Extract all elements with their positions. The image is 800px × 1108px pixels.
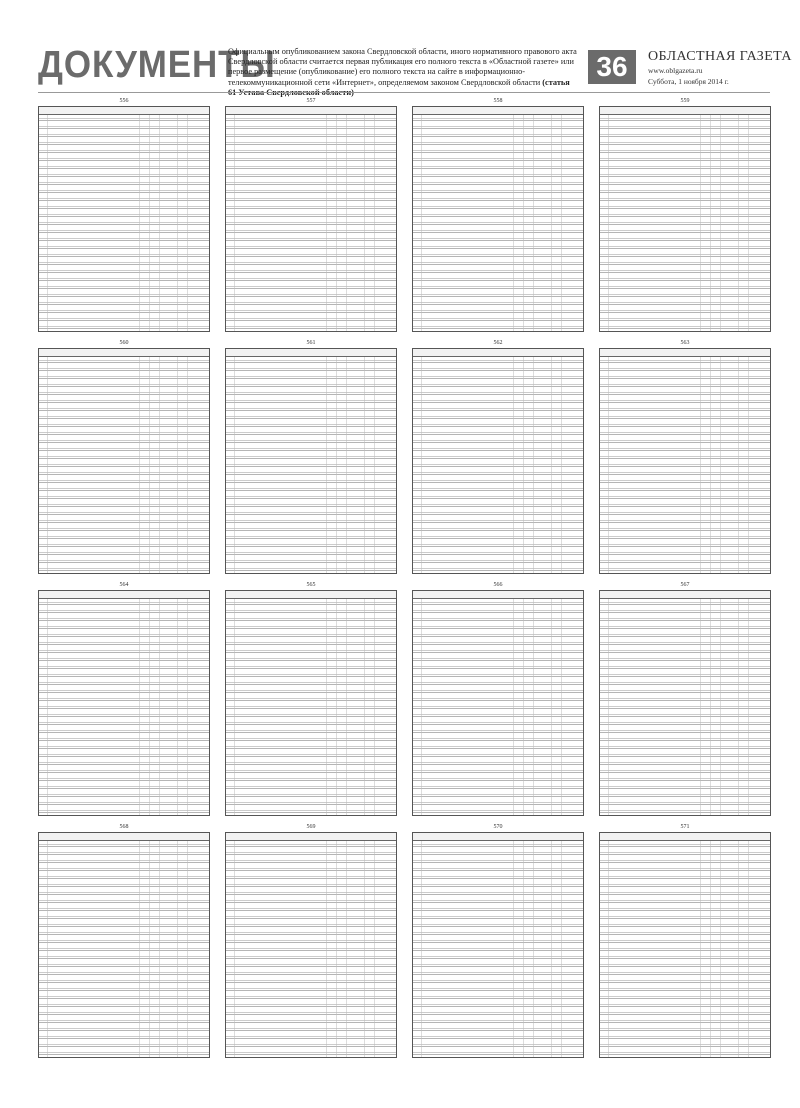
document-page-number: 566	[493, 582, 503, 588]
issue-date: Суббота, 1 ноября 2014 г.	[648, 77, 729, 86]
document-page	[599, 96, 771, 334]
budget-table	[38, 590, 210, 816]
section-title: ДОКУМЕНТЫ	[38, 44, 276, 86]
page-header	[0, 0, 800, 92]
document-page-number: 559	[680, 98, 690, 104]
budget-table	[38, 106, 210, 332]
newspaper-page-number: 36	[588, 50, 636, 84]
document-page	[599, 580, 771, 818]
publication-notice	[228, 47, 580, 98]
document-page-number: 562	[493, 340, 503, 346]
newspaper-name: ОБЛАСТНАЯ ГАЗЕТА	[648, 49, 792, 64]
header-divider	[38, 92, 770, 93]
document-page-number: 558	[493, 98, 503, 104]
document-page-number: 568	[119, 824, 129, 830]
budget-table	[225, 106, 397, 332]
budget-table	[38, 832, 210, 1058]
publication-notice-text: Официальным опубликованием закона Свердловской области, иного нормативного правового акта Свердловской области считается первая публикация его полного текста в «Областной газете» или первое размещение (опубликование) его полного текста на сайте в информационно-телекоммуникационной сети «Интернет», определяемом законом Свердловской области	[228, 47, 577, 87]
document-page-number: 570	[493, 824, 503, 830]
budget-table	[412, 590, 584, 816]
document-page	[412, 822, 584, 1060]
document-page	[225, 338, 397, 576]
document-page-number: 563	[680, 340, 690, 346]
budget-table	[412, 832, 584, 1058]
document-pages-grid	[38, 96, 772, 1086]
budget-table	[225, 348, 397, 574]
document-page-number: 565	[306, 582, 316, 588]
budget-table	[38, 348, 210, 574]
budget-table	[412, 348, 584, 574]
newspaper-website[interactable]: www.oblgazeta.ru	[648, 66, 703, 75]
publication-notice-article: (статья	[542, 77, 570, 87]
budget-table	[599, 832, 771, 1058]
document-page	[412, 338, 584, 576]
document-page	[225, 822, 397, 1060]
budget-table	[225, 590, 397, 816]
document-page-number: 557	[306, 98, 316, 104]
document-page	[38, 338, 210, 576]
document-page-number: 569	[306, 824, 316, 830]
document-page-number: 561	[306, 340, 316, 346]
document-page	[412, 580, 584, 818]
document-page	[599, 338, 771, 576]
document-page-number: 560	[119, 340, 129, 346]
budget-table	[599, 590, 771, 816]
document-page	[412, 96, 584, 334]
document-page	[225, 580, 397, 818]
document-page	[38, 580, 210, 818]
document-page	[38, 96, 210, 334]
document-page-number: 556	[119, 98, 129, 104]
document-page	[599, 822, 771, 1060]
budget-table	[599, 348, 771, 574]
document-page-number: 571	[680, 824, 690, 830]
document-page	[225, 96, 397, 334]
budget-table	[225, 832, 397, 1058]
budget-table	[412, 106, 584, 332]
document-page	[38, 822, 210, 1060]
document-page-number: 564	[119, 582, 129, 588]
document-page-number: 567	[680, 582, 690, 588]
budget-table	[599, 106, 771, 332]
